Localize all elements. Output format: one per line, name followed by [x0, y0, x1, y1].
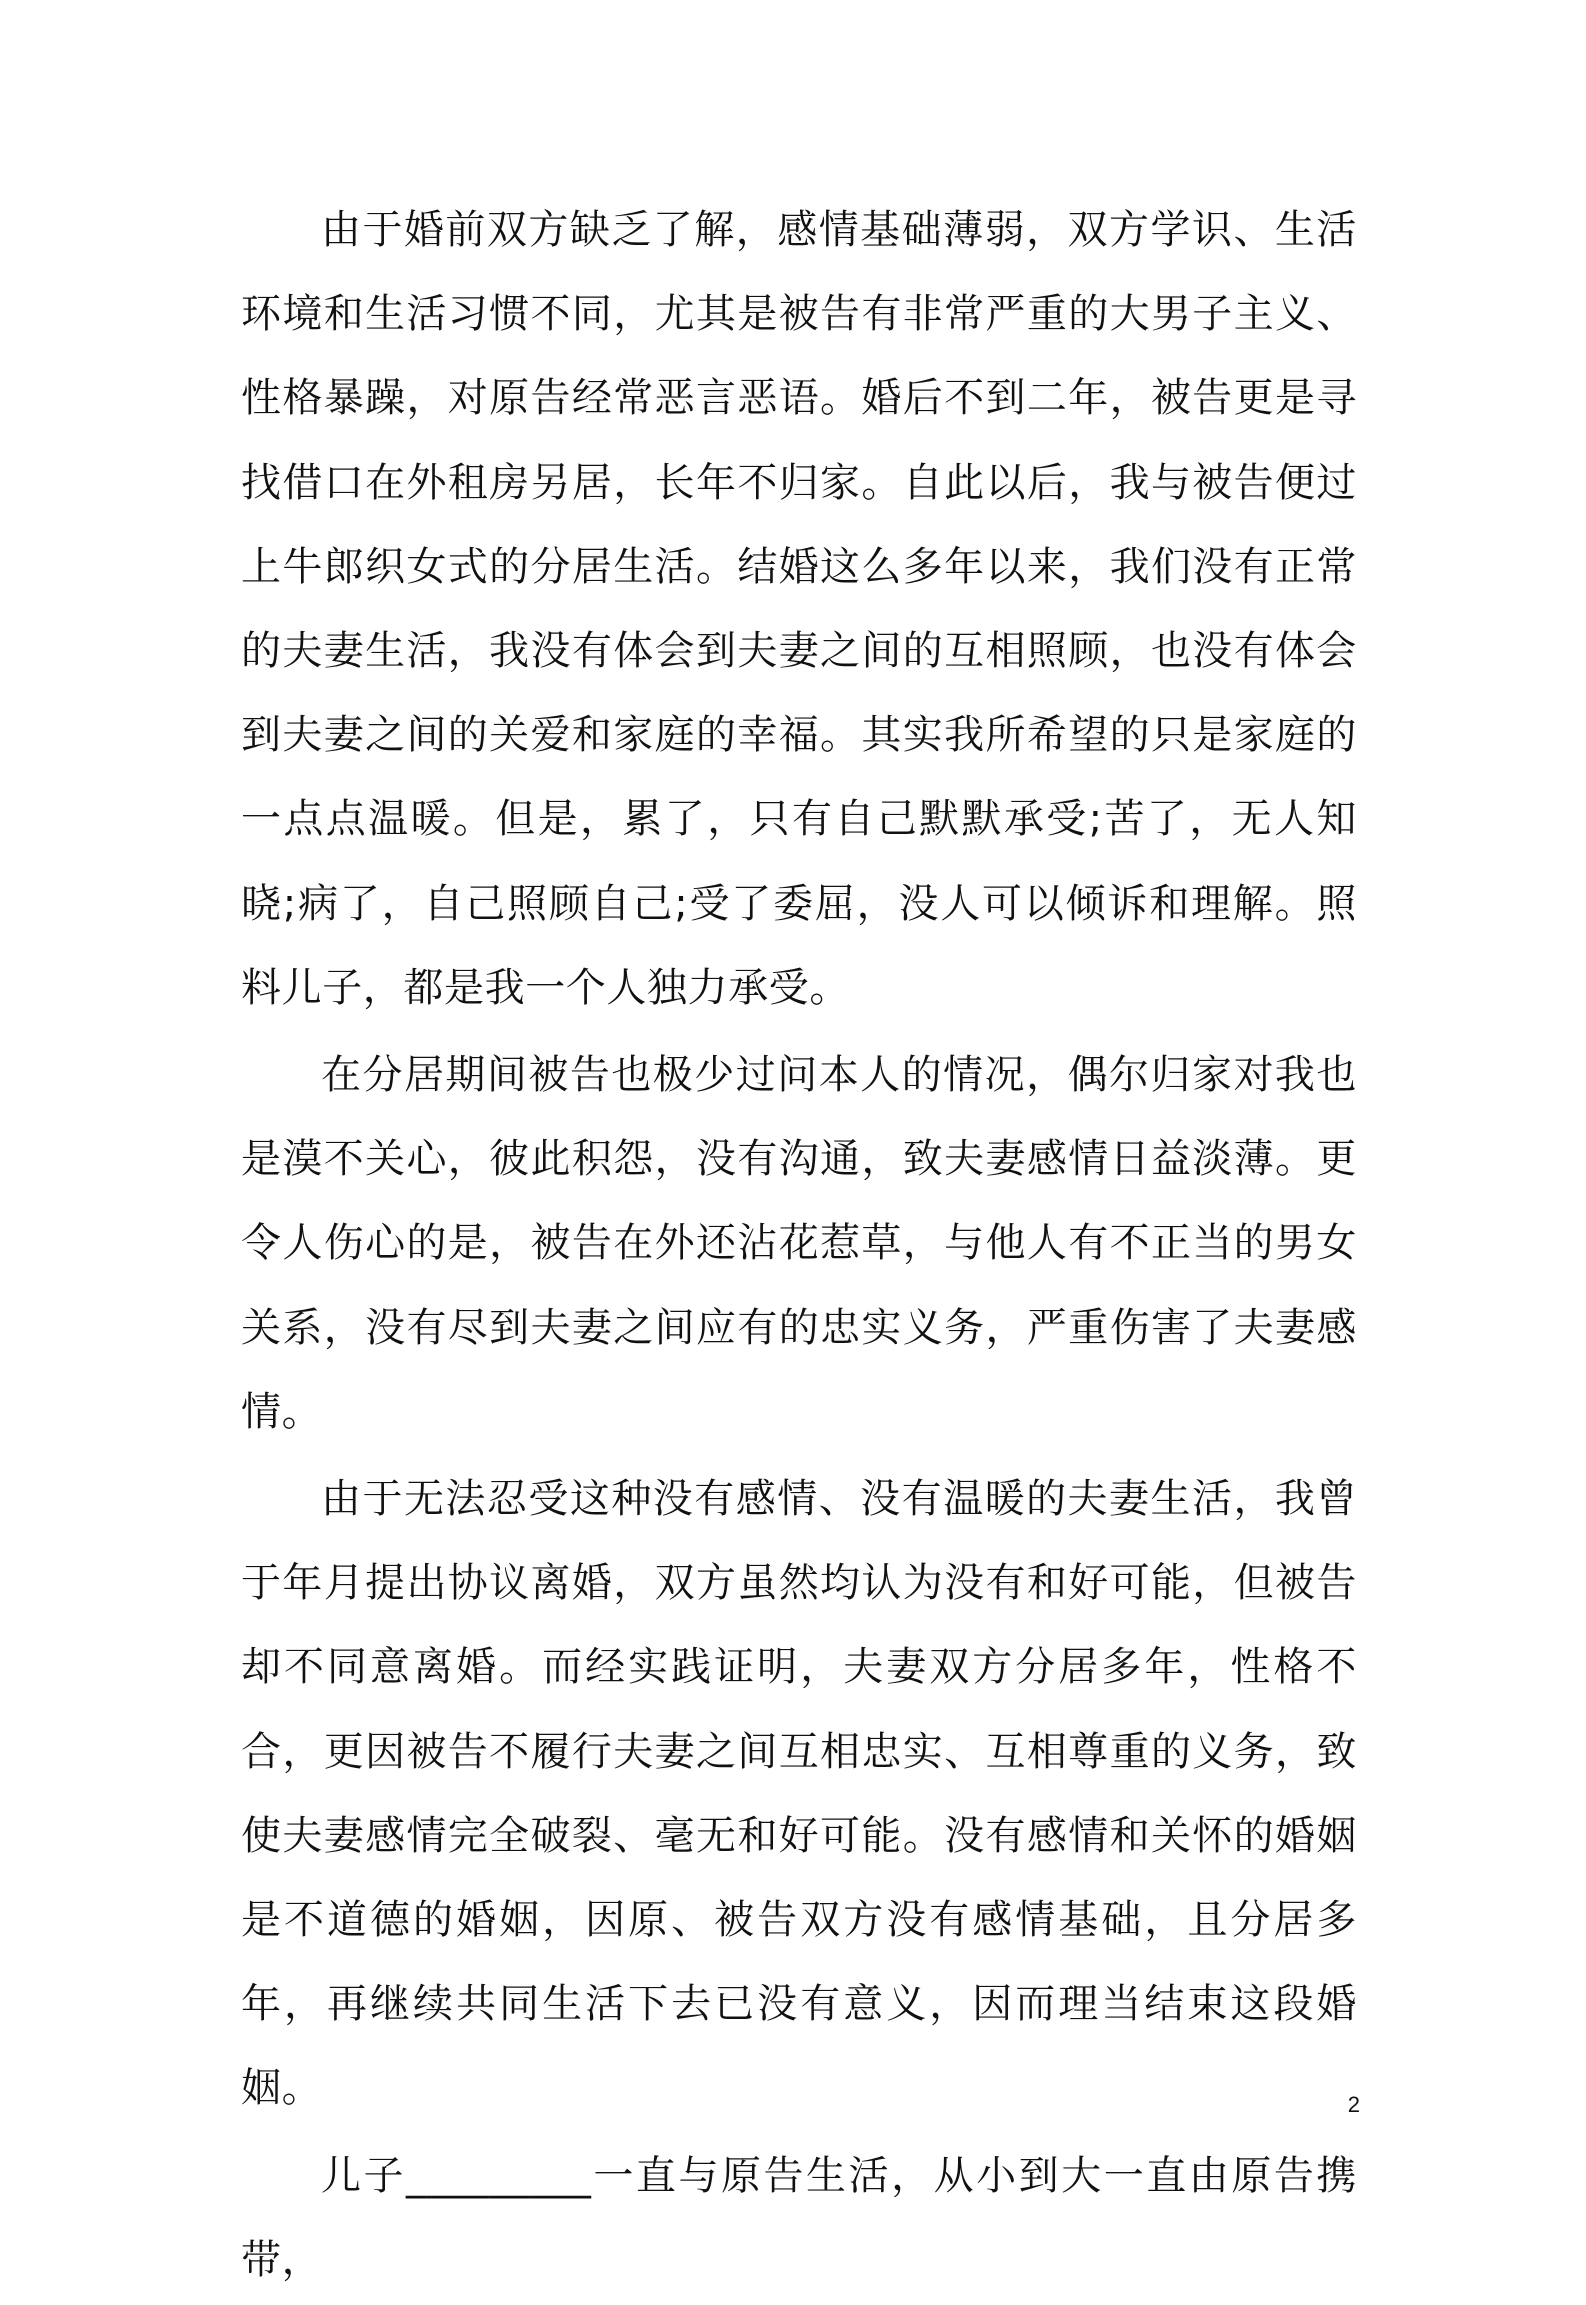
paragraph-3: 由于无法忍受这种没有感情、没有温暖的夫妻生活，我曾于年月提出协议离婚，双方虽然均认为没有和好可能，但被告却不同意离婚。而经实践证明，夫妻双方分居多年，性格不合，更因被告不履行夫妻之间互相忠实、互相尊重的义务，致使夫妻感情完全破裂、毫无和好可能。没有感情和关怀的婚姻是不道德的婚姻，因原、被告双方没有感情基础，且分居多年，再继续共同生活下去已没有意义，因而理当结束这段婚姻。 [241, 1476, 1357, 2112]
paragraph-4: 儿子_________一直与原告生活，从小到大一直由原告携带， [241, 2152, 1357, 2283]
document-body [241, 188, 1357, 2305]
paragraph-2: 在分居期间被告也极少过问本人的情况，偶尔归家对我也是漠不关心，彼此积怨，没有沟通，致夫妻感情日益淡薄。更令人伤心的是，被告在外还沾花惹草，与他人有不正当的男女关系，没有尽到夫妻之间应有的忠实义务，严重伤害了夫妻感情。 [241, 1052, 1357, 1435]
page-number: 2 [1347, 2092, 1360, 2117]
paragraph-1: 由于婚前双方缺乏了解，感情基础薄弱，双方学识、生活环境和生活习惯不同，尤其是被告有非常严重的大男子主义、性格暴躁，对原告经常恶言恶语。婚后不到二年，被告更是寻找借口在外租房另居，长年不归家。自此以后，我与被告便过上牛郎织女式的分居生活。结婚这么多年以来，我们没有正常的夫妻生活，我没有体会到夫妻之间的互相照顾，也没有体会到夫妻之间的关爱和家庭的幸福。其实我所希望的只是家庭的一点点温暖。但是，累了，只有自己默默承受;苦了，无人知晓;病了，自己照顾自己;受了委屈，没人可以倾诉和理解。照料儿子，都是我一个人独力承受。 [241, 207, 1357, 1011]
